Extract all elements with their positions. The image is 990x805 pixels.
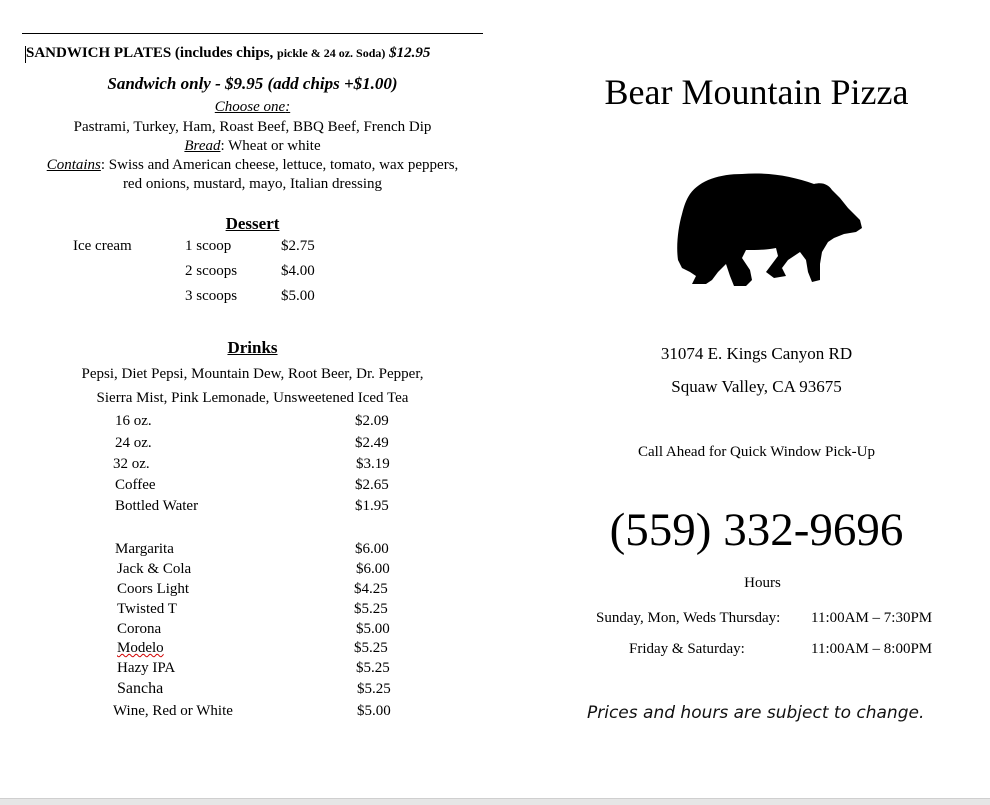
drink-name: 24 oz. (115, 435, 152, 451)
contains-label: Contains (46, 157, 101, 173)
choose-one-line (22, 99, 483, 116)
hours-time: 11:00AM – 7:30PM (811, 610, 933, 626)
brand-title: Bear Mountain Pizza (604, 72, 909, 112)
dessert-size: 3 scoops (185, 288, 238, 304)
drink-name: Hazy IPA (117, 660, 176, 676)
sandwich-includes: (includes chips, (174, 45, 274, 61)
drink-name: Wine, Red or White (113, 703, 233, 719)
drink-price: $2.09 (355, 413, 389, 429)
hours-time: 11:00AM – 8:00PM (811, 641, 933, 657)
drink-name: Coffee (115, 477, 156, 493)
drink-name: Jack & Cola (117, 561, 192, 577)
soda-list-1: Pepsi, Diet Pepsi, Mountain Dew, Root Beer, Dr. Pepper, (81, 366, 424, 382)
dessert-title: Dessert (225, 214, 280, 233)
drink-name: Margarita (115, 541, 174, 557)
contains-line-2: red onions, mustard, mayo, Italian dressing (122, 176, 383, 192)
drink-price: $5.25 (356, 660, 390, 676)
phone-number[interactable]: (559) 332-9696 (609, 504, 904, 556)
bear-silhouette-icon (670, 168, 865, 290)
drink-name: 32 oz. (113, 456, 150, 472)
sandwich-heading (26, 45, 430, 62)
drink-name: Modelo (117, 640, 164, 656)
disclaimer-note: Prices and hours are subject to change. (587, 703, 925, 723)
dessert-price: $4.00 (281, 263, 315, 279)
drink-name: Sancha (117, 680, 164, 697)
dessert-size: 1 scoop (185, 238, 232, 254)
hours-days: Sunday, Mon, Weds Thursday: (596, 610, 781, 626)
drink-price: $5.25 (357, 681, 391, 697)
dessert-size: 2 scoops (185, 263, 238, 279)
drink-name: Corona (117, 621, 162, 637)
drink-name: 16 oz. (115, 413, 152, 429)
drink-price: $3.19 (356, 456, 390, 472)
drink-price: $5.25 (354, 640, 388, 656)
bread-text: : Wheat or white (220, 138, 321, 154)
drink-name: Bottled Water (115, 498, 199, 514)
meat-options: Pastrami, Turkey, Ham, Roast Beef, BBQ Beef, French Dip (73, 119, 432, 135)
drink-price: $6.00 (355, 541, 389, 557)
dessert-price: $5.00 (281, 288, 315, 304)
dessert-price: $2.75 (281, 238, 315, 254)
drink-price: $4.25 (354, 581, 388, 597)
choose-one-colon: : (285, 99, 291, 115)
drink-price: $2.49 (355, 435, 389, 451)
sandwich-only-line: Sandwich only - $9.95 (add chips +$1.00) (107, 74, 398, 93)
sandwich-plate-price: $12.95 (389, 45, 431, 61)
dessert-item: Ice cream (73, 238, 132, 254)
drink-price: $5.00 (357, 703, 391, 719)
address-line-1: 31074 E. Kings Canyon RD (660, 344, 853, 363)
soda-list-2: Sierra Mist, Pink Lemonade, Unsweetened Iced Tea (96, 390, 409, 406)
drink-price: $1.95 (355, 498, 389, 514)
contains-line (22, 157, 483, 174)
contains-text: : Swiss and American cheese, lettuce, tomato, wax peppers, (100, 157, 459, 173)
drink-price: $6.00 (356, 561, 390, 577)
drink-price: $5.00 (356, 621, 390, 637)
drinks-title: Drinks (227, 338, 278, 357)
call-ahead: Call Ahead for Quick Window Pick-Up (638, 444, 875, 460)
sandwich-title: SANDWICH PLATES (26, 45, 172, 61)
hours-days: Friday & Saturday: (629, 641, 745, 657)
top-rule (22, 33, 483, 34)
bread-label: Bread (184, 138, 221, 154)
drink-name: Twisted T (117, 601, 177, 617)
address-line-2: Squaw Valley, CA 93675 (671, 377, 842, 396)
drink-name: Coors Light (117, 581, 190, 597)
drink-price: $5.25 (354, 601, 388, 617)
drink-price: $2.65 (355, 477, 389, 493)
choose-one-label: Choose one (214, 99, 286, 115)
sandwich-includes-detail: pickle & 24 oz. Soda) (277, 46, 386, 60)
hours-title: Hours (744, 575, 781, 591)
bread-line (22, 138, 483, 155)
